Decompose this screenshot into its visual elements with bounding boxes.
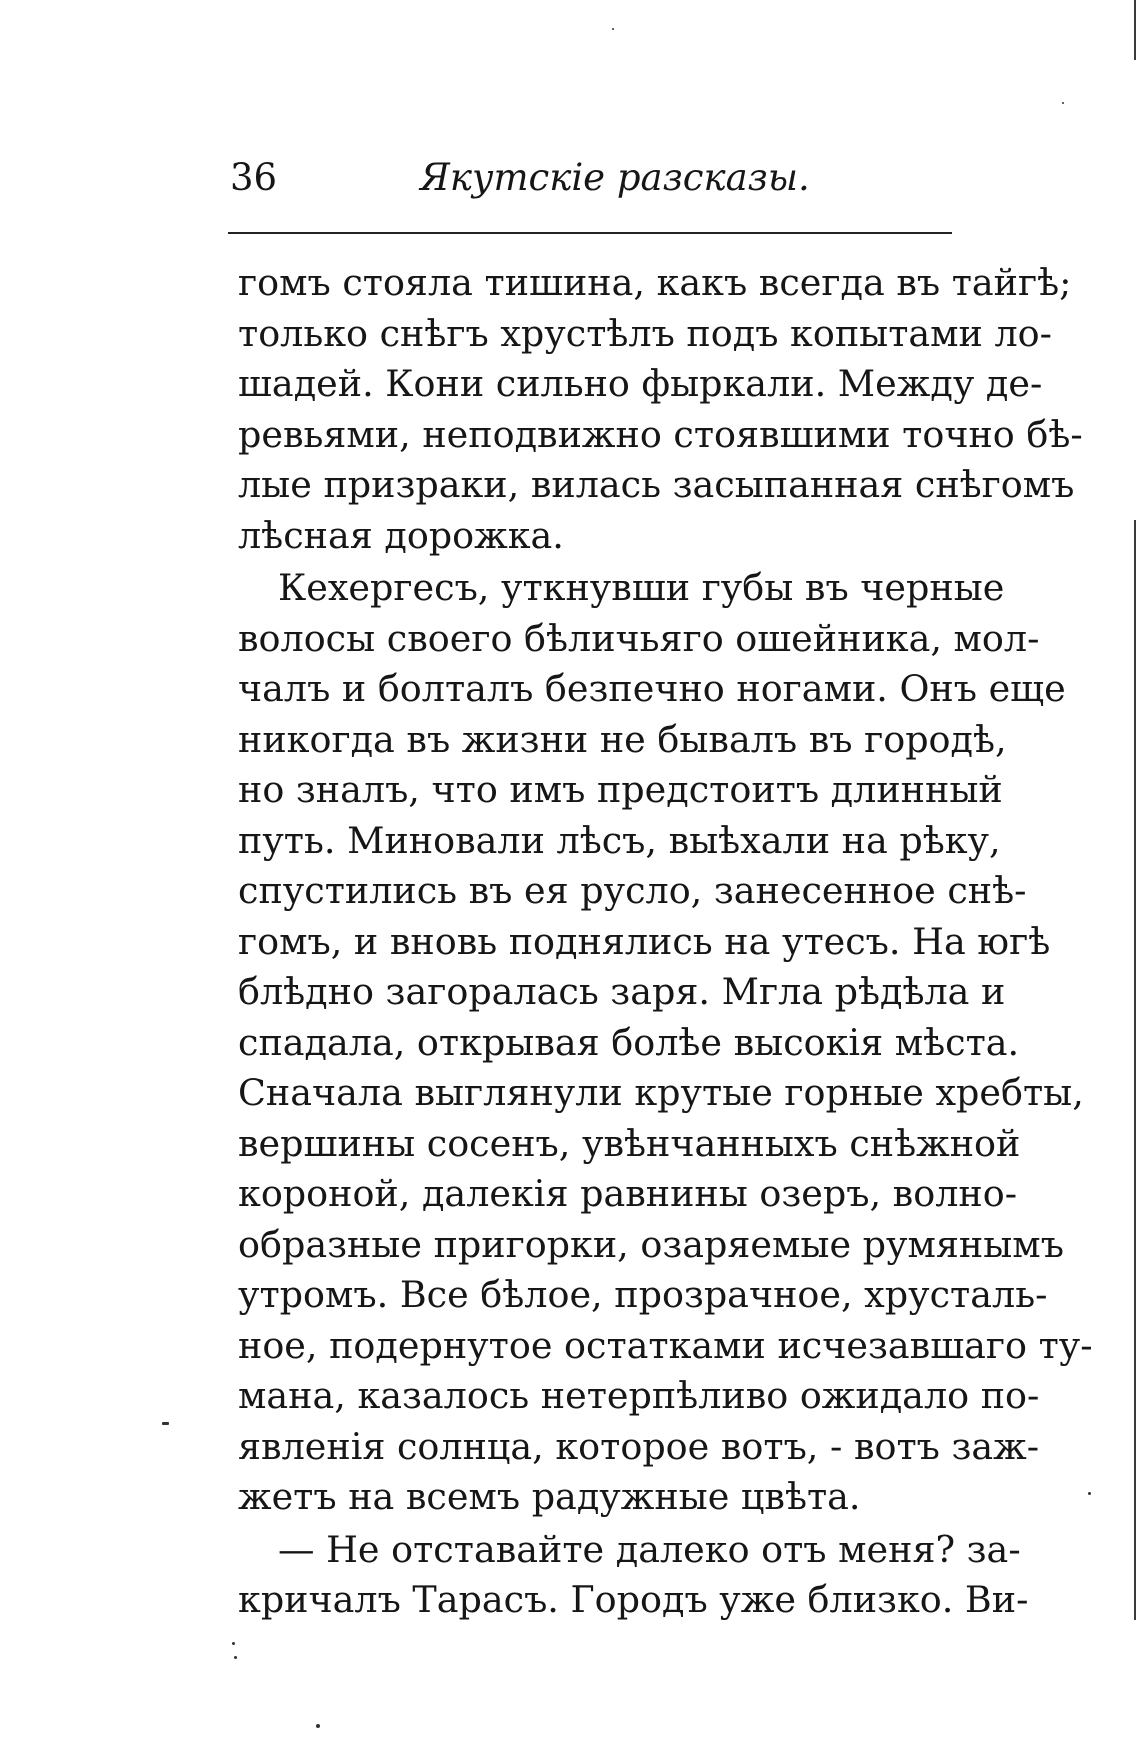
paragraph-2 (238, 563, 1093, 1523)
paragraph-1 (238, 258, 1083, 561)
header-rule (228, 232, 952, 234)
page-number: 36 (230, 156, 278, 199)
scan-speck (232, 1642, 235, 1645)
text-line: спустились въ ея русло, занесенное снѣ- (238, 869, 1027, 912)
text-line: гомъ стояла тишина, какъ всегда въ тайгѣ; (238, 261, 1072, 304)
text-line: ное, подернутое остатками исчезавшаго ту- (238, 1323, 1093, 1367)
text-line: вершины сосенъ, увѣнчанныхъ снѣжной (238, 1121, 1021, 1165)
text-line: блѣдно загоралась заря. Мгла рѣдѣла и (238, 970, 1006, 1013)
text-line: спадала, открывая болѣе высокія мѣста. (238, 1020, 1020, 1064)
text-line: ревьями, неподвижно стоявшими точно бѣ- (238, 412, 1083, 456)
running-head (230, 152, 950, 214)
text-line: короной, далекія равнины озеръ, волно- (238, 1172, 1018, 1215)
paragraph-3 (238, 1525, 1029, 1626)
text-line: волосы своего бѣличьяго ошейника, мол- (238, 616, 1040, 660)
text-line: Кехергесъ, уткнувши губы въ черные (278, 566, 1005, 609)
text-line: шадей. Кони сильно фыркали. Между де- (238, 362, 1043, 405)
text-line: — Не отставайте далеко отъ меня? за- (278, 1527, 1021, 1571)
scan-speck (1088, 1492, 1091, 1495)
body-text (238, 258, 1093, 1626)
scan-speck (612, 28, 614, 30)
text-line: гомъ, и вновь поднялись на утесъ. На югѣ (238, 919, 1051, 963)
scan-speck (1062, 102, 1064, 104)
text-line: лые призраки, вилась засыпанная снѣгомъ (238, 463, 1075, 506)
scan-speck (316, 1724, 320, 1728)
running-title: Якутскіе разсказы. (420, 156, 810, 199)
text-line: лѣсная дорожка. (238, 513, 564, 557)
text-line: но зналъ, что имъ предстоитъ длинный (238, 768, 1003, 811)
scan-speck (234, 1656, 237, 1659)
text-line: никогда въ жизни не бывалъ въ городѣ, (238, 717, 1007, 761)
scan-edge-line (1134, 520, 1136, 1620)
text-line: только снѣгъ хрустѣлъ подъ копытами ло- (238, 311, 1052, 355)
scan-edge-mark (1134, 0, 1136, 60)
text-line: явленія солнца, которое вотъ, - вотъ заж- (238, 1424, 1040, 1468)
scan-speck (162, 1422, 169, 1425)
text-line: чалъ и болталъ безпечно ногами. Онъ еще (238, 667, 1066, 710)
text-line: утромъ. Все бѣлое, прозрачное, хрусталь- (238, 1273, 1048, 1316)
text-line: путь. Миновали лѣсъ, выѣхали на рѣку, (238, 818, 1001, 862)
text-line: образные пригорки, озаряемые румянымъ (238, 1222, 1064, 1266)
text-line: Сначала выглянули крутые горные хребты, (238, 1071, 1084, 1114)
text-line: кричалъ Тарасъ. Городъ уже близко. Ви- (238, 1578, 1029, 1621)
text-line: жетъ на всемъ радужные цвѣта. (238, 1475, 861, 1518)
text-line: мана, казалось нетерпѣливо ожидало по- (238, 1374, 1040, 1417)
